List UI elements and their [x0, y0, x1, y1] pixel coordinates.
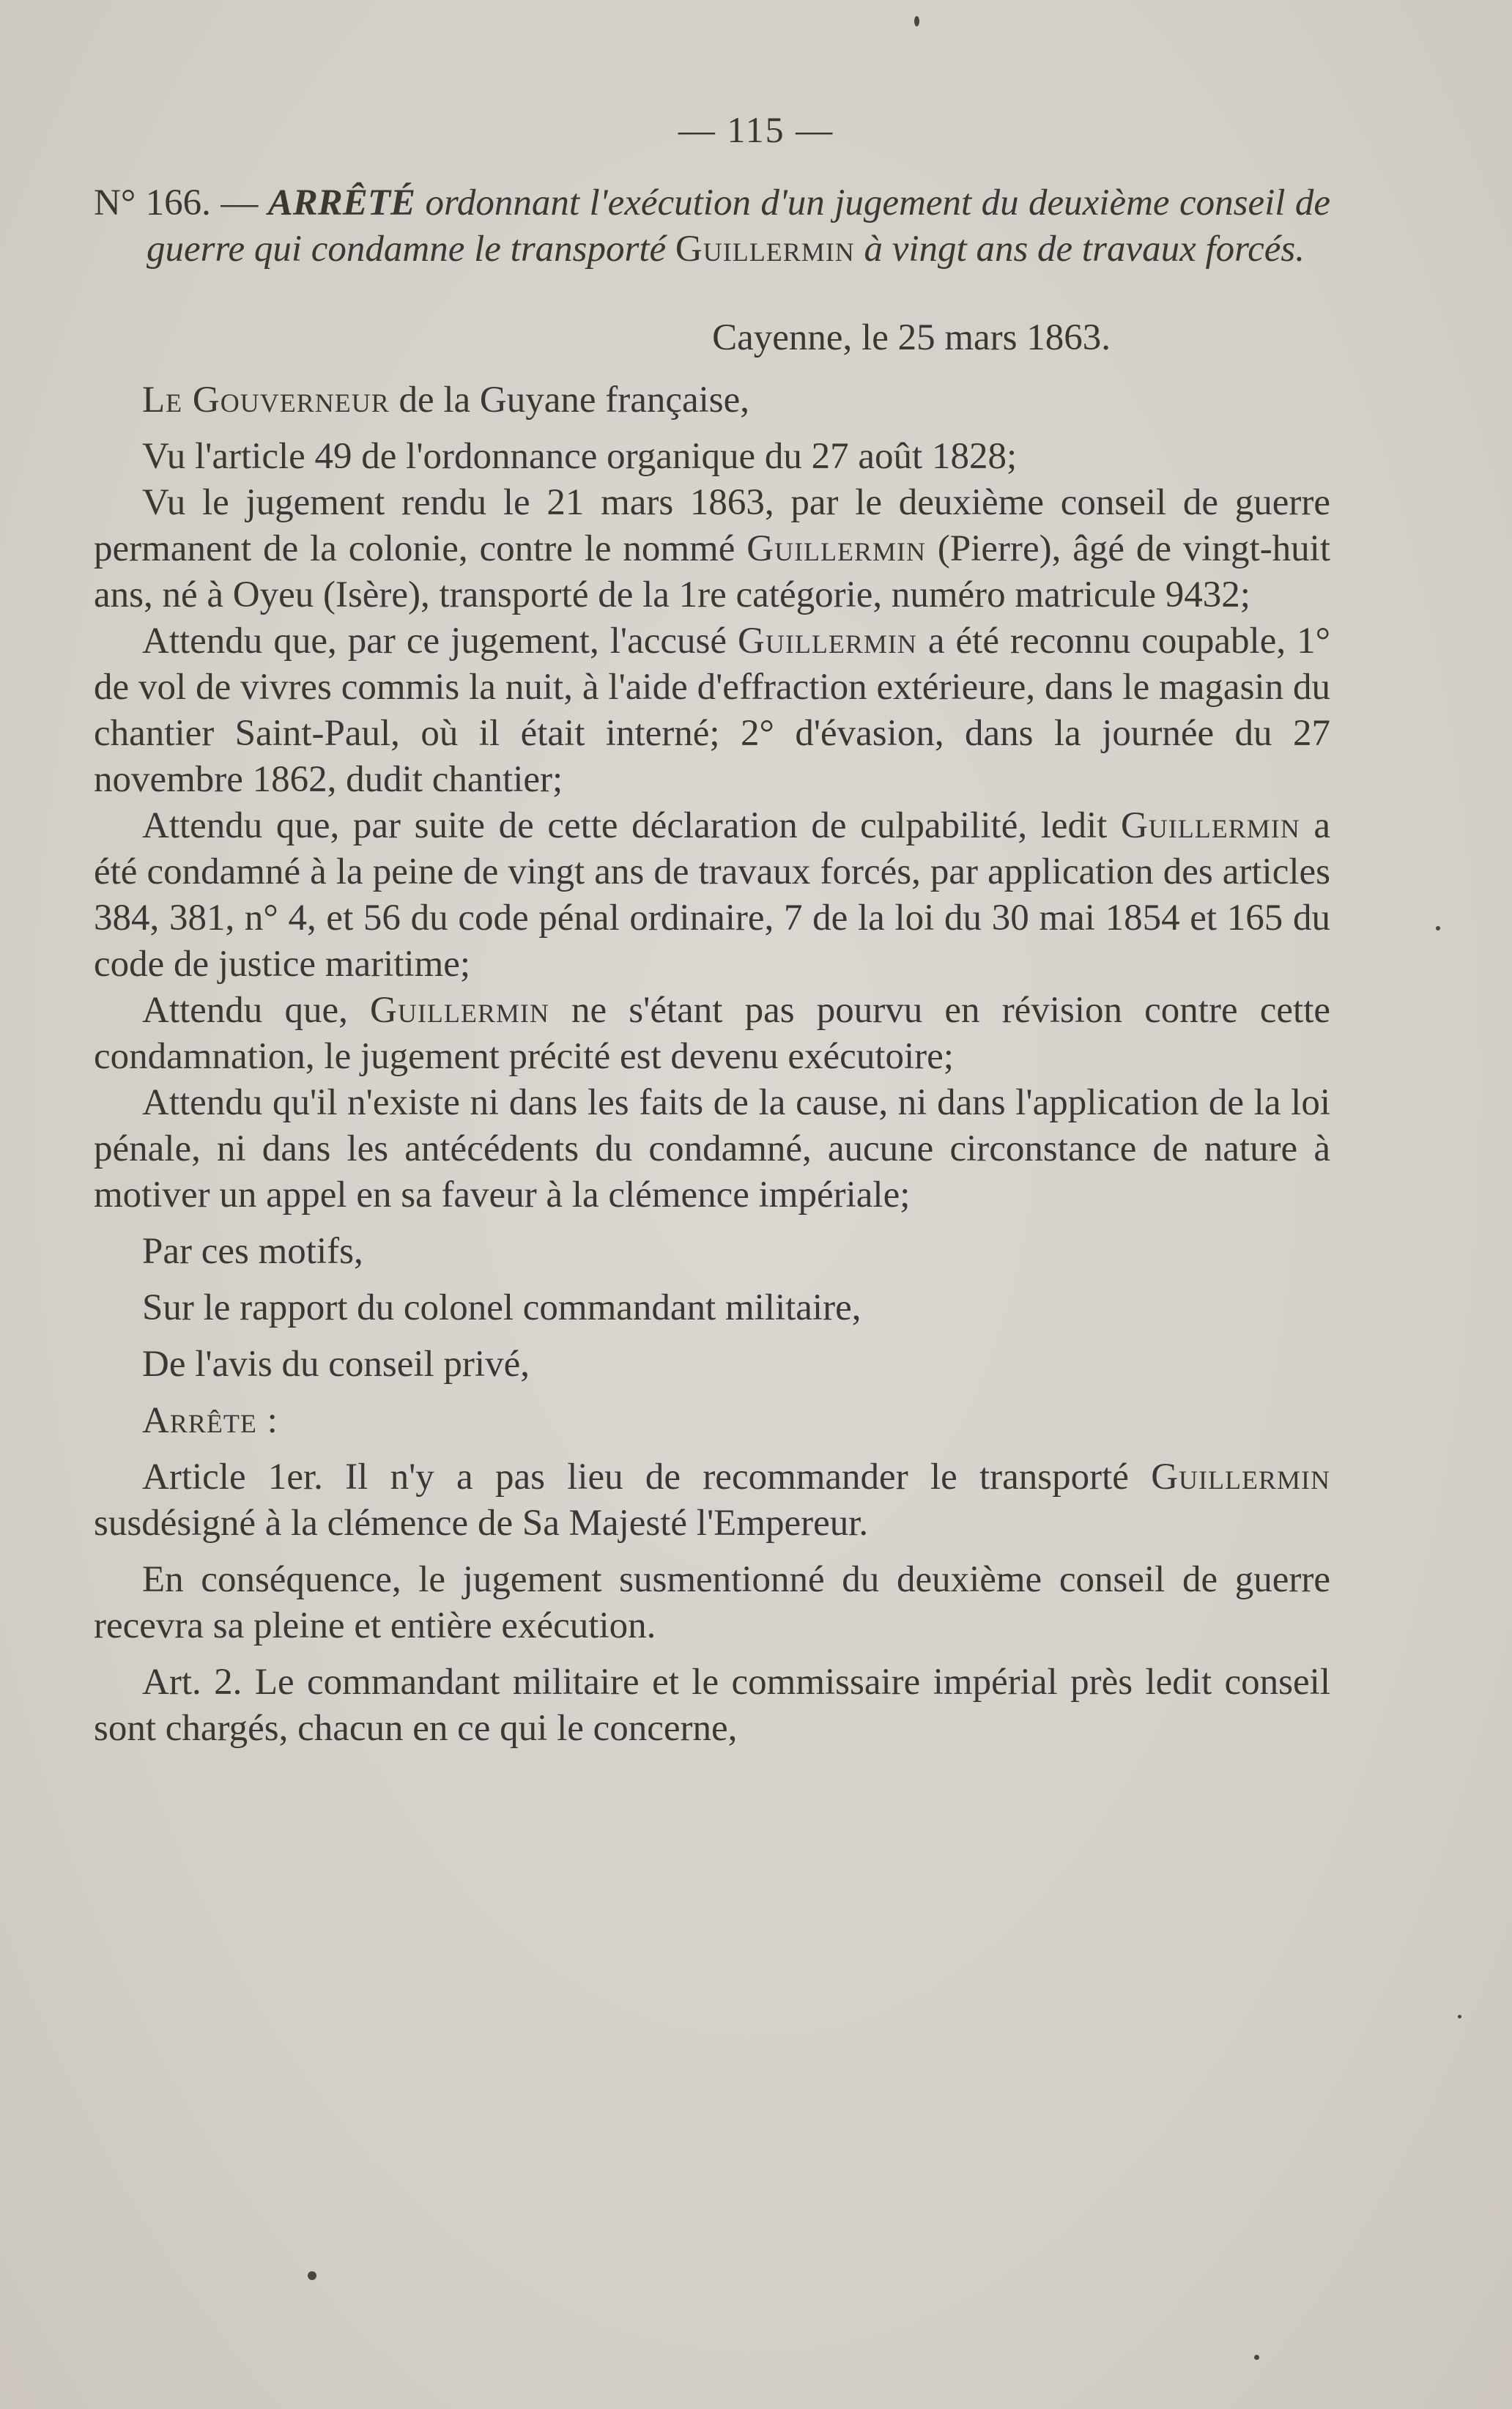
paragraph-en-consequence: En conséquence, le jugement susmentionné du deuxième conseil de guerre recevra sa pleine et entière exécution. [94, 1559, 1330, 1646]
attendu-2-text-a: Attendu que, par suite de cette déclaration de culpabilité, ledit [142, 805, 1108, 846]
paragraph-governor [94, 377, 1330, 423]
paragraph-attendu-3 [94, 988, 1330, 1080]
attendu-2-name: Guillermin [1120, 805, 1300, 846]
article-1-text-b: susdésigné à la clémence de Sa Majesté l'Empereur. [94, 1503, 869, 1544]
attendu-3-text-a: Attendu que, [142, 990, 348, 1031]
paragraph-article-1 [94, 1454, 1330, 1547]
attendu-3-text-b: ne s'étant pas pourvu en révision contre cette condamnation, le jugement précité est devenu exécutoire; [94, 990, 1331, 1077]
decree-number: N° 166. — [94, 182, 259, 223]
governor-text: de la Guyane française, [399, 380, 750, 421]
article-1-name: Guillermin [1151, 1457, 1330, 1498]
scan-speck [1436, 926, 1440, 930]
arrete-label: Arrête : [142, 1400, 278, 1441]
page-number: — 115 — [678, 109, 834, 150]
scan-speck [914, 16, 919, 26]
paragraph-vu-jugement [94, 480, 1330, 618]
scan-speck [1254, 2355, 1259, 2360]
attendu-3-name: Guillermin [370, 990, 549, 1031]
article-1-text-a: Article 1er. Il n'y a pas lieu de recommander le transporté [142, 1457, 1129, 1498]
paragraph-attendu-2 [94, 803, 1330, 988]
attendu-1-name: Guillermin [738, 621, 917, 662]
decree-title-text-a: ordonnant l'exécution d'un jugement du deuxième conseil de guerre qui condamne le transporté [147, 182, 1331, 270]
governor-label: Le Gouverneur [142, 380, 390, 421]
decree-title-name: Guillermin [675, 229, 855, 270]
paragraph-vu-article: Vu l'article 49 de l'ordonnance organique du 27 août 1828; [142, 436, 1018, 477]
paragraph-par-ces-motifs: Par ces motifs, [142, 1231, 363, 1272]
attendu-1-text-a: Attendu que, par ce jugement, l'accusé [142, 621, 727, 662]
decree-title-text-b: à vingt ans de travaux forcés. [864, 229, 1305, 270]
paragraph-de-l-avis: De l'avis du conseil privé, [142, 1344, 530, 1385]
vu-jugement-name: Guillermin [746, 528, 927, 569]
scan-speck [1458, 2015, 1461, 2018]
vu-jugement-text-b: (Pierre), âgé de vingt-huit ans, né à Oyeu (Isère), transporté de la 1re catégorie, numéro matricule 9432; [94, 528, 1331, 615]
paragraph-article-2: Art. 2. Le commandant militaire et le commissaire impérial près ledit conseil sont chargés, chacun en ce qui le concerne, [94, 1662, 1330, 1749]
attendu-1-text-b: a été reconnu coupable, 1° de vol de vivres commis la nuit, à l'aide d'effraction extérieure, dans le magasin du chantier Saint-Paul, où il était interné; 2° d'évasion, dans la journée du 27 novembre 1862, dudit chantier; [94, 621, 1331, 800]
paragraph-attendu-4: Attendu qu'il n'existe ni dans les faits de la cause, ni dans l'application de la loi pénale, ni dans les antécédents du condamné, aucune circonstance de nature à motiver un appel en sa faveur à la clémence impériale; [94, 1082, 1330, 1215]
attendu-2-text-b: a été condamné à la peine de vingt ans de travaux forcés, par application des articles 384, 381, n° 4, et 56 du code pénal ordinaire, 7 de la loi du 30 mai 1854 et 165 du code de justice maritime; [94, 805, 1331, 985]
vu-jugement-text-a: Vu le jugement rendu le 21 mars 1863, par le deuxième conseil de guerre permanent de la colonie, contre le nommé [94, 482, 1330, 569]
paragraph-sur-le-rapport: Sur le rapport du colonel commandant militaire, [142, 1287, 861, 1328]
paragraph-attendu-1 [94, 618, 1330, 803]
decree-title-label: ARRÊTÉ [267, 182, 416, 223]
dateline: Cayenne, le 25 mars 1863. [712, 317, 1111, 358]
page-text [94, 180, 1330, 1752]
paragraph-arrete [94, 1398, 1330, 1444]
scan-speck [308, 2271, 316, 2280]
decree-heading [94, 180, 1331, 273]
